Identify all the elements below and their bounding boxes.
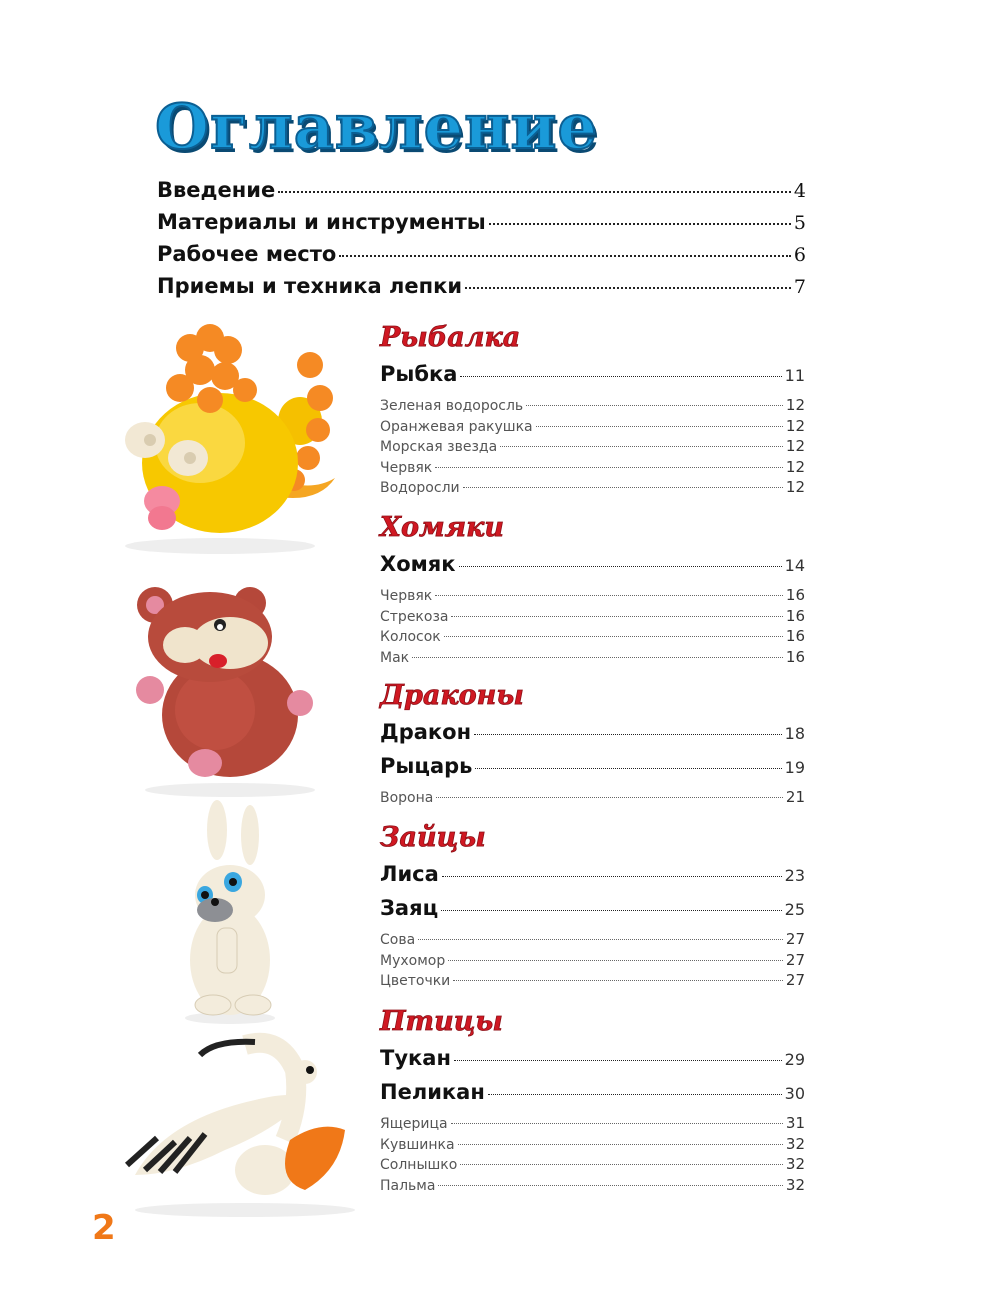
- main-toc: [157, 178, 806, 306]
- toc-entry-page: 27: [785, 971, 805, 989]
- dot-leader: [442, 876, 782, 877]
- clay-pelican-image: [105, 1030, 355, 1220]
- section-title: Птицы: [380, 1006, 503, 1037]
- section-title: Драконы: [380, 680, 524, 711]
- toc-entry-page: 18: [784, 724, 805, 743]
- toc-entry-label: Рыцарь: [380, 754, 473, 778]
- toc-entry-page: 14: [784, 556, 805, 575]
- dot-leader: [459, 566, 782, 567]
- dot-leader: [441, 910, 782, 911]
- toc-entry-page: 16: [785, 627, 805, 645]
- section-title: Зайцы: [380, 822, 486, 853]
- toc-entry[interactable]: [157, 242, 806, 274]
- toc-entry-label: Солнышко: [380, 1157, 458, 1173]
- dot-leader: [465, 287, 791, 289]
- dot-leader: [536, 426, 783, 427]
- toc-entry[interactable]: [380, 1176, 805, 1197]
- toc-entry-label: Заяц: [380, 896, 439, 920]
- page-title: Оглавление: [155, 90, 598, 163]
- toc-entry-label: Дракон: [380, 720, 472, 744]
- toc-entry-label: Червяк: [380, 588, 433, 604]
- dot-leader: [435, 595, 783, 596]
- dot-leader: [489, 223, 791, 225]
- dot-leader: [458, 1144, 783, 1145]
- toc-entry[interactable]: [380, 586, 805, 607]
- toc-entry-page: 12: [785, 457, 805, 476]
- dot-leader: [438, 1185, 782, 1186]
- toc-entry-label: Мухомор: [380, 952, 446, 969]
- toc-entry-label: Пеликан: [380, 1080, 485, 1104]
- toc-entry-page: 5: [793, 212, 806, 234]
- toc-entry-label: Приемы и техника лепки: [157, 274, 463, 298]
- toc-entry[interactable]: [380, 607, 805, 628]
- toc-entry-label: Водоросли: [380, 480, 460, 496]
- page-number: 2: [92, 1208, 116, 1248]
- toc-entry[interactable]: [380, 862, 805, 896]
- toc-entry-page: 19: [784, 758, 805, 777]
- toc-entry-page: 16: [785, 647, 805, 666]
- toc-entry[interactable]: [157, 274, 806, 306]
- clay-hamster-image: [110, 585, 345, 800]
- toc-entry[interactable]: [380, 627, 805, 648]
- toc-entry-label: Ящерица: [380, 1116, 448, 1132]
- toc-entry-label: Пальма: [380, 1177, 436, 1194]
- toc-entry-label: Рабочее место: [157, 242, 337, 266]
- toc-entry[interactable]: [380, 971, 805, 992]
- toc-entry-page: 21: [785, 788, 805, 806]
- toc-entry[interactable]: [380, 417, 805, 438]
- section-khomyaki: [380, 514, 805, 668]
- toc-entry[interactable]: [380, 720, 805, 754]
- dot-leader: [418, 939, 783, 940]
- toc-entry[interactable]: [157, 210, 806, 242]
- dot-leader: [448, 960, 783, 961]
- toc-entry-label: Лиса: [380, 862, 439, 886]
- section-ptitsy: [380, 1008, 805, 1196]
- toc-entry-page: 27: [785, 930, 805, 948]
- toc-entry-label: Материалы и инструменты: [157, 210, 486, 234]
- section-title: Рыбалка: [380, 322, 521, 353]
- toc-entry-label: Зеленая водоросль: [380, 398, 524, 414]
- toc-entry-label: Колосок: [380, 629, 441, 645]
- toc-entry-page: 16: [785, 586, 805, 604]
- toc-entry[interactable]: [380, 437, 805, 458]
- dot-leader: [451, 616, 782, 617]
- toc-entry-page: 4: [793, 180, 806, 202]
- dot-leader: [278, 191, 791, 193]
- toc-entry[interactable]: [380, 788, 805, 809]
- toc-entry[interactable]: [380, 458, 805, 479]
- toc-entry-page: 23: [784, 866, 805, 885]
- toc-entry-label: Морская звезда: [380, 439, 498, 455]
- toc-entry-label: Цветочки: [380, 973, 451, 989]
- toc-entry[interactable]: [380, 1080, 805, 1114]
- toc-entry[interactable]: [380, 1135, 805, 1156]
- toc-entry-page: 12: [785, 437, 805, 455]
- toc-entry-label: Рыбка: [380, 362, 458, 386]
- dot-leader: [412, 657, 783, 658]
- dot-leader: [453, 980, 783, 981]
- dot-leader: [460, 1164, 783, 1165]
- toc-entry-page: 12: [785, 396, 805, 414]
- toc-entry-label: Хомяк: [380, 552, 456, 576]
- toc-entry[interactable]: [380, 1046, 805, 1080]
- toc-entry-page: 6: [793, 244, 806, 266]
- section-rybalka: [380, 324, 805, 499]
- toc-entry-page: 32: [785, 1155, 805, 1173]
- toc-entry[interactable]: [380, 648, 805, 669]
- toc-entry-page: 27: [785, 950, 805, 969]
- toc-entry-page: 16: [785, 606, 805, 625]
- dot-leader: [460, 376, 781, 377]
- toc-entry[interactable]: [380, 1114, 805, 1135]
- toc-entry[interactable]: [380, 951, 805, 972]
- clay-fish-image: [110, 318, 345, 558]
- toc-entry-page: 12: [785, 478, 805, 496]
- toc-entry-label: Сова: [380, 932, 416, 948]
- dot-leader: [474, 734, 782, 735]
- toc-entry[interactable]: [380, 478, 805, 499]
- dot-leader: [526, 405, 783, 406]
- section-title: Хомяки: [380, 512, 505, 543]
- toc-entry[interactable]: [157, 178, 806, 210]
- dot-leader: [451, 1123, 783, 1124]
- section-drakony: [380, 682, 805, 809]
- toc-entry-label: Стрекоза: [380, 608, 449, 625]
- toc-entry[interactable]: [380, 552, 805, 586]
- toc-entry-label: Кувшинка: [380, 1136, 455, 1153]
- dot-leader: [500, 446, 783, 447]
- toc-entry-page: 32: [785, 1134, 805, 1153]
- dot-leader: [475, 768, 781, 769]
- dot-leader: [444, 636, 783, 637]
- toc-entry[interactable]: [380, 1155, 805, 1176]
- dot-leader: [454, 1060, 782, 1061]
- toc-entry-page: 11: [784, 366, 805, 385]
- toc-entry[interactable]: [380, 930, 805, 951]
- toc-entry-label: Тукан: [380, 1046, 451, 1070]
- toc-entry-page: 25: [784, 900, 805, 919]
- toc-entry-page: 12: [785, 416, 805, 435]
- toc-entry[interactable]: [380, 896, 805, 930]
- clay-rabbit-image: [175, 800, 285, 1025]
- toc-entry[interactable]: [380, 396, 805, 417]
- toc-entry[interactable]: [380, 362, 805, 396]
- toc-entry-page: 30: [784, 1084, 805, 1103]
- dot-leader: [435, 467, 783, 468]
- toc-entry-label: Введение: [157, 178, 276, 202]
- toc-entry[interactable]: [380, 754, 805, 788]
- toc-entry-label: Мак: [380, 649, 410, 666]
- toc-entry-page: 29: [784, 1050, 805, 1069]
- toc-entry-page: 31: [785, 1114, 805, 1132]
- dot-leader: [488, 1094, 782, 1095]
- dot-leader: [436, 797, 783, 798]
- section-zaytsy: [380, 824, 805, 992]
- dot-leader: [339, 255, 791, 257]
- toc-entry-label: Оранжевая ракушка: [380, 418, 533, 435]
- toc-entry-page: 7: [793, 276, 806, 298]
- toc-entry-label: Червяк: [380, 459, 433, 476]
- toc-entry-label: Ворона: [380, 790, 434, 806]
- dot-leader: [463, 487, 783, 488]
- toc-entry-page: 32: [785, 1175, 805, 1194]
